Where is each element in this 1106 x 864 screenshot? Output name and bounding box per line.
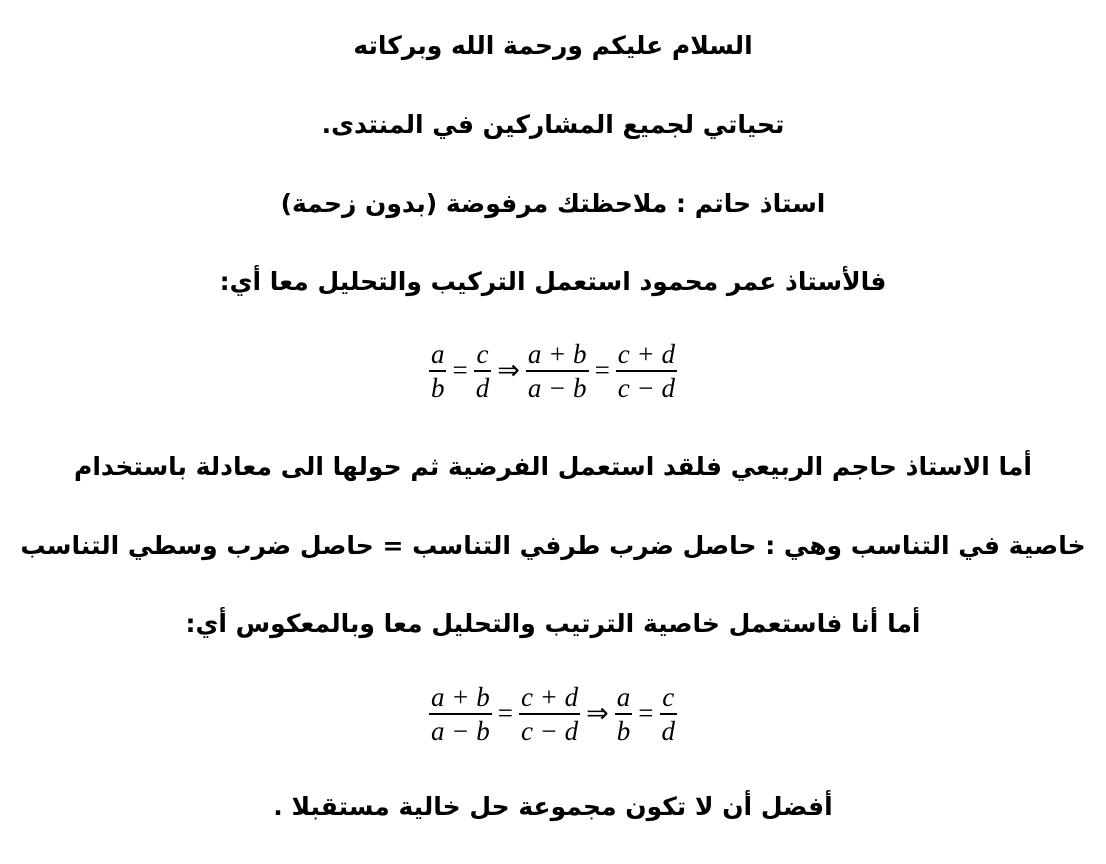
hatem-line: استاذ حاتم : ملاحظتك مرفوضة (بدون زحمة): [280, 189, 826, 218]
equation-2: [0, 681, 1106, 747]
eq1-f1-denominator: b: [430, 372, 445, 403]
eq2-fraction-sum-diff-cd: [519, 681, 580, 747]
eq1-f2-denominator: d: [475, 372, 490, 403]
eq1-f2-numerator: c: [476, 339, 489, 369]
eq2-fraction-sum-diff-ab: [429, 681, 492, 747]
greeting-line: السلام عليكم ورحمة الله وبركاته: [353, 31, 753, 60]
eq1-fraction-c-d: [474, 338, 492, 404]
hajem-line: أما الاستاذ حاجم الربيعي فلقد استعمل الفرضية ثم حولها الى معادلة باستخدام: [74, 452, 1032, 481]
eq2-fraction-c-d: [660, 681, 678, 747]
equals-sign: =: [638, 698, 654, 729]
equation-1: [0, 338, 1106, 404]
implies-arrow: ⇒: [497, 355, 520, 386]
equals-sign: =: [594, 355, 610, 386]
eq1-f4-denominator: c − d: [617, 372, 676, 403]
eq2-f4-denominator: d: [661, 715, 676, 746]
eq1-f4-numerator: c + d: [617, 339, 676, 369]
eq1-f3-denominator: a − b: [527, 372, 587, 403]
eq2-f1-numerator: a + b: [430, 682, 490, 712]
mine-line: أما أنا فاستعمل خاصية الترتيب والتحليل معا وبالمعكوس أي:: [185, 609, 921, 638]
eq2-f2-denominator: c − d: [520, 715, 579, 746]
eq1-f3-numerator: a + b: [527, 339, 587, 369]
eq2-f3-denominator: b: [616, 715, 631, 746]
property-line: خاصية في التناسب وهي : حاصل ضرب طرفي التناسب = حاصل ضرب وسطي التناسب: [20, 531, 1086, 560]
equals-sign: =: [452, 355, 468, 386]
eq2-f3-numerator: a: [616, 682, 631, 712]
eq1-fraction-sum-diff-cd: [616, 338, 677, 404]
thanks-line: تحياتي لجميع المشاركين في المنتدى.: [321, 110, 785, 139]
eq2-f2-numerator: c + d: [520, 682, 579, 712]
eq1-fraction-a-b: [429, 338, 447, 404]
implies-arrow: ⇒: [586, 698, 609, 729]
eq2-fraction-a-b: [615, 681, 633, 747]
eq2-f1-denominator: a − b: [430, 715, 490, 746]
eq1-f1-numerator: a: [430, 339, 445, 369]
eq2-f4-numerator: c: [662, 682, 675, 712]
omar-line: فالأستاذ عمر محمود استعمل التركيب والتحليل معا أي:: [219, 267, 887, 296]
equals-sign: =: [497, 698, 513, 729]
closing-line: أفضل أن لا تكون مجموعة حل خالية مستقبلا .: [273, 792, 833, 821]
eq1-fraction-sum-diff-ab: [526, 338, 589, 404]
